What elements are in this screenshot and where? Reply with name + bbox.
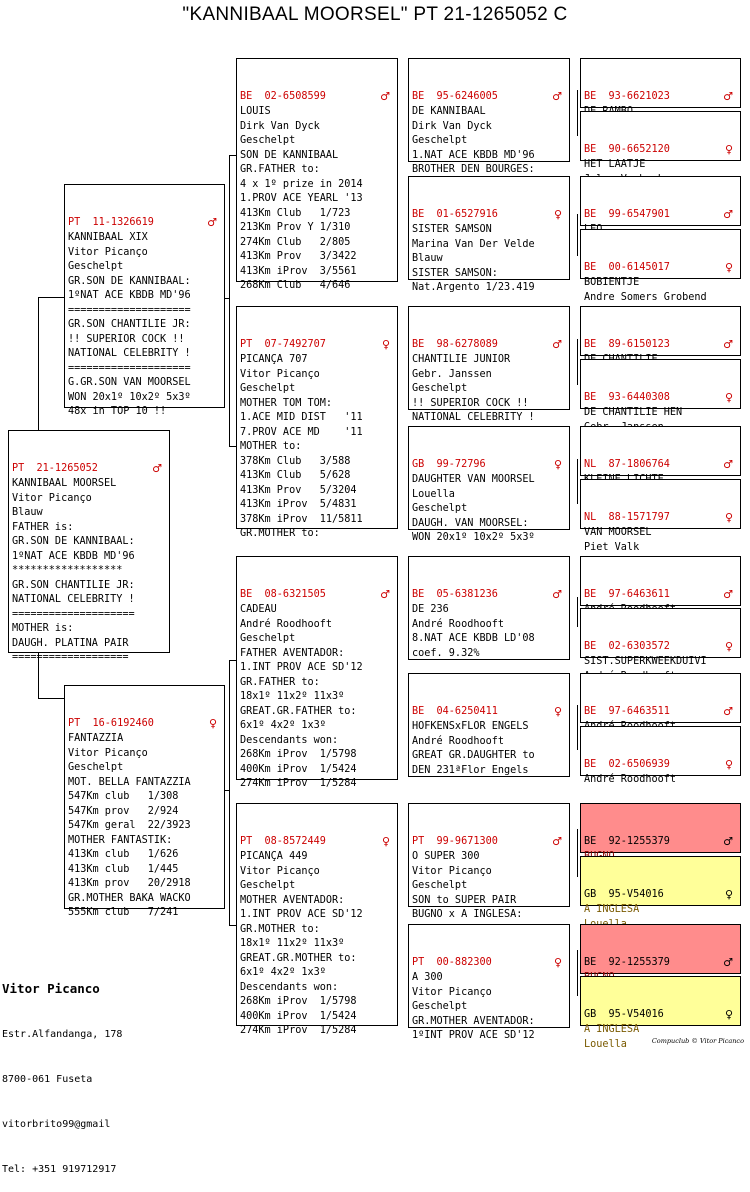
pigeon-card-gen4[interactable]: GB 95-V54016 ♀ A INGLESA xyxy=(580,856,741,906)
pigeon-card-gen3[interactable]: PT 00-882300 ♀ A 300 Vitor Picanço Geschelpt GR.MOTHER AVENTADOR: 1ºINT PROV ACE SD'12 xyxy=(408,924,570,1028)
pigeon-card-gen2[interactable]: BE 08-6321505 ♂ CADEAU André Roodhooft Geschelpt FATHER AVENTADOR: 1.INT PROV ACE SD'12 GR.FATHER to: 18x1º 11x2º 11x3º GREAT.GR.FATHER to: 6x1º 4x2º 1x3º Descendants won: 268Km iProv 1/5798 400Km iProv 1/5424 274Km iProv 1/5284 xyxy=(236,556,398,780)
pigeon-card-gen3[interactable]: BE 98-6278089 ♂ CHANTILIE JUNIOR Gebr. Janssen Geschelpt !! SUPERIOR COCK !! NATIONAL CELEBRITY ! xyxy=(408,306,570,410)
female-icon: ♀ xyxy=(724,143,733,156)
connector-line xyxy=(38,297,65,298)
ring-number: BE 93-6440308 ♀ xyxy=(584,391,733,404)
female-icon: ♀ xyxy=(724,1008,733,1021)
female-icon: ♀ xyxy=(724,511,733,524)
pigeon-card-gen3[interactable]: BE 05-6381236 ♂ DE 236 André Roodhooft 8.NAT ACE KBDB LD'08 coef. 9.32% xyxy=(408,556,570,660)
ring-number: BE 99-6547901 ♂ xyxy=(584,208,733,221)
male-icon: ♂ xyxy=(723,835,733,848)
male-icon: ♂ xyxy=(552,338,562,351)
ring-number: PT 07-7492707 ♀ xyxy=(240,338,390,351)
ring-number: BE 02-6506939 ♀ xyxy=(584,758,733,771)
female-icon: ♀ xyxy=(208,717,217,730)
female-icon: ♀ xyxy=(381,835,390,848)
footer-credit: Compuclub © Vitor Picanco xyxy=(651,1037,744,1045)
male-icon: ♂ xyxy=(723,208,733,221)
ring-number: BE 92-1255379 ♂ xyxy=(584,956,733,969)
pigeon-card-mother[interactable]: PT 16-6192460 ♀ FANTAZZIA Vitor Picanço Geschelpt MOT. BELLA FANTAZZIA 547Km club 1/308 547Km prov 2/924 547Km geral 22/3923 MOTHER FANTASTIK: 413Km club 1/626 413Km club 1/445 413Km prov 20/2918 GR.MOTHER BAKA WACKO 555Km club 7/241 xyxy=(64,685,225,909)
pigeon-card-gen4[interactable] xyxy=(580,176,741,226)
male-icon: ♂ xyxy=(723,338,733,351)
pigeon-card-father[interactable]: PT 11-1326619 ♂ KANNIBAAL XIX Vitor Picanço Geschelpt GR.SON DE KANNIBAAL: 1ºNAT ACE KBDB MD'96 ==================== GR.SON CHANTILIE JR: !! SUPERIOR COCK !! NATIONAL CELEBRITY ! ==================== G.GR.SON VAN MOORSEL WON 20x1º 10x2º 5x3º 48x in TOP 10 !! xyxy=(64,184,225,408)
connector-line xyxy=(577,950,578,996)
owner-info xyxy=(2,950,122,1192)
pigeon-card-gen4[interactable] xyxy=(580,306,741,356)
pigeon-card-gen3[interactable]: BE 04-6250411 ♀ HOFKENSxFLOR ENGELS André Roodhooft GREAT GR.DAUGHTER to DEN 231ªFlor Engels xyxy=(408,673,570,777)
pigeon-card-gen4[interactable]: NL 88-1571797 ♀ VAN MOORSEL Piet Valk xyxy=(580,479,741,529)
connector-line xyxy=(38,698,65,699)
connector-line xyxy=(229,155,230,446)
pigeon-card-gen4[interactable] xyxy=(580,556,741,606)
pigeon-card-gen4[interactable]: BE 02-6303572 ♀ SIST.SUPERKWEEKDUIVI xyxy=(580,608,741,658)
male-icon: ♂ xyxy=(380,90,390,103)
connector-line xyxy=(229,660,230,925)
ring-number: BE 90-6652120 ♀ xyxy=(584,143,733,156)
pigeon-card-gen3[interactable]: PT 99-9671300 ♂ O SUPER 300 Vitor Picanço Geschelpt SON to SUPER PAIR BUGNO x A INGLESA: xyxy=(408,803,570,907)
ring-number: BE 02-6303572 ♀ xyxy=(584,640,733,653)
ring-number: BE 04-6250411 ♀ xyxy=(412,705,562,718)
ring-number: GB 95-V54016 ♀ xyxy=(584,1008,733,1021)
ring-number: BE 01-6527916 ♀ xyxy=(412,208,562,221)
ring-number: BE 97-6463611 ♂ xyxy=(584,588,733,601)
owner-phone: Tel: +351 919712917 xyxy=(2,1164,117,1175)
female-icon: ♀ xyxy=(553,956,562,969)
pigeon-card-subject[interactable]: PT 21-1265052 ♂ KANNIBAAL MOORSEL Vitor Picanço Blauw FATHER is: GR.SON DE KANNIBAAL: 1ºNAT ACE KBDB MD'96 ****************** GR.SON CHANTILIE JR: NATIONAL CELEBRITY ! ==================== MOTHER is: DAUGH. PLATINA PAIR =================== xyxy=(8,430,170,653)
connector-line xyxy=(577,459,578,504)
male-icon: ♂ xyxy=(552,90,562,103)
male-icon: ♂ xyxy=(152,462,162,475)
pigeon-card-gen3[interactable]: BE 01-6527916 ♀ SISTER SAMSON Marina Van Der Velde Blauw SISTER SAMSON: Nat.Argento 1/23.419 xyxy=(408,176,570,280)
owner-name: Vitor Picanco xyxy=(2,981,100,996)
pigeon-card-gen4[interactable] xyxy=(580,803,741,853)
ring-number: BE 08-6321505 ♂ xyxy=(240,588,390,601)
male-icon: ♂ xyxy=(380,588,390,601)
pigeon-card-gen4[interactable] xyxy=(580,924,741,974)
ring-number: BE 89-6150123 ♂ xyxy=(584,338,733,351)
male-icon: ♂ xyxy=(723,705,733,718)
ring-number: BE 95-6246005 ♂ xyxy=(412,90,562,103)
ring-number: BE 05-6381236 ♂ xyxy=(412,588,562,601)
female-icon: ♀ xyxy=(724,391,733,404)
connector-line xyxy=(577,829,578,877)
pigeon-card-gen4[interactable] xyxy=(580,673,741,723)
ring-number: PT 11-1326619 ♂ xyxy=(68,216,217,229)
female-icon: ♀ xyxy=(724,758,733,771)
ring-number: PT 99-9671300 ♂ xyxy=(412,835,562,848)
pigeon-card-gen4[interactable]: BE 02-6506939 ♀ André Roodhooft xyxy=(580,726,741,776)
male-icon: ♂ xyxy=(552,835,562,848)
pigeon-card-gen3[interactable]: BE 95-6246005 ♂ DE KANNIBAAL Dirk Van Dyck Geschelpt 1.NAT ACE KBDB MD'96 BROTHER DEN BOURGES: xyxy=(408,58,570,162)
pigeon-card-gen4[interactable] xyxy=(580,426,741,476)
pigeon-card-gen4[interactable] xyxy=(580,58,741,108)
ring-number: BE 02-6508599 ♂ xyxy=(240,90,390,103)
male-icon: ♂ xyxy=(723,458,733,471)
female-icon: ♀ xyxy=(553,458,562,471)
female-icon: ♀ xyxy=(724,261,733,274)
male-icon: ♂ xyxy=(723,956,733,969)
ring-number: BE 98-6278089 ♂ xyxy=(412,338,562,351)
pigeon-card-gen4[interactable]: GB 95-V54016 ♀ A INGLESA Louella xyxy=(580,976,741,1026)
female-icon: ♀ xyxy=(724,640,733,653)
connector-line xyxy=(577,214,578,256)
pedigree-title: "KANNIBAAL MOORSEL" PT 21-1265052 C xyxy=(182,4,568,25)
ring-number: NL 87-1806764 ♂ xyxy=(584,458,733,471)
ring-number: GB 99-72796 ♀ xyxy=(412,458,562,471)
connector-line xyxy=(577,705,578,750)
pigeon-card-gen4[interactable]: BE 90-6652120 ♀ HET LAATJE xyxy=(580,111,741,161)
ring-number: NL 88-1571797 ♀ xyxy=(584,511,733,524)
pigeon-card-gen2[interactable]: PT 08-8572449 ♀ PICANÇA 449 Vitor Picanço Geschelpt MOTHER AVENTADOR: 1.INT PROV ACE SD'12 GR.MOTHER to: 18x1º 11x2º 11x3º GREAT.GR.MOTHER to: 6x1º 4x2º 1x3º Descendants won: 268Km iProv 1/5798 400Km iProv 1/5424 274Km iProv 1/5284 xyxy=(236,803,398,1026)
ring-number: PT 21-1265052 ♂ xyxy=(12,462,162,475)
ring-number: BE 92-1255379 ♂ xyxy=(584,835,733,848)
male-icon: ♂ xyxy=(723,90,733,103)
pigeon-card-gen4[interactable]: BE 00-6145017 ♀ BOBIENTJE Andre Somers Grobend xyxy=(580,229,741,279)
connector-line xyxy=(577,90,578,136)
pigeon-card-gen3[interactable]: GB 99-72796 ♀ DAUGHTER VAN MOORSEL Louella Geschelpt DAUGH. VAN MOORSEL: WON 20x1º 10x2º 5x3º xyxy=(408,426,570,530)
ring-number: PT 16-6192460 ♀ xyxy=(68,717,217,730)
ring-number: BE 97-6463511 ♂ xyxy=(584,705,733,718)
owner-address: Estr.Alfandanga, 178 xyxy=(2,1029,123,1040)
pigeon-card-gen2[interactable]: BE 02-6508599 ♂ LOUIS Dirk Van Dyck Geschelpt SON DE KANNIBAAL GR.FATHER to: 4 x 1º prize in 2014 1.PROV ACE YEARL '13 413Km Club 1/723 213Km Prov Y 1/310 274Km Club 2/805 413Km Prov 3/3422 413Km iProv 3/5561 268Km Club 4/646 xyxy=(236,58,398,282)
female-icon: ♀ xyxy=(553,208,562,221)
male-icon: ♂ xyxy=(207,216,217,229)
connector-line xyxy=(577,597,578,627)
pigeon-card-gen4[interactable]: BE 93-6440308 ♀ DE CHANTILIE HEN xyxy=(580,359,741,409)
male-icon: ♂ xyxy=(552,588,562,601)
ring-number: PT 08-8572449 ♀ xyxy=(240,835,390,848)
ring-number: BE 93-6621023 ♂ xyxy=(584,90,733,103)
owner-email[interactable]: vitorbrito99@gmail xyxy=(2,1119,111,1130)
female-icon: ♀ xyxy=(724,888,733,901)
male-icon: ♂ xyxy=(723,588,733,601)
connector-line xyxy=(38,297,39,431)
female-icon: ♀ xyxy=(381,338,390,351)
pigeon-card-gen2[interactable]: PT 07-7492707 ♀ PICANÇA 707 Vitor Picanço Geschelpt MOTHER TOM TOM: 1.ACE MID DIST '11 7.PROV ACE MD '11 MOTHER to: 378Km Club 3/588 413Km Club 5/628 413Km Prov 5/3204 413Km iProv 5/4831 378Km iProv 11/5811 GR.MOTHER to: xyxy=(236,306,398,529)
owner-city: 8700-061 Fuseta xyxy=(2,1074,93,1085)
ring-number: PT 00-882300 ♀ xyxy=(412,956,562,969)
ring-number: GB 95-V54016 ♀ xyxy=(584,888,733,901)
ring-number: BE 00-6145017 ♀ xyxy=(584,261,733,274)
female-icon: ♀ xyxy=(553,705,562,718)
connector-line xyxy=(577,339,578,385)
